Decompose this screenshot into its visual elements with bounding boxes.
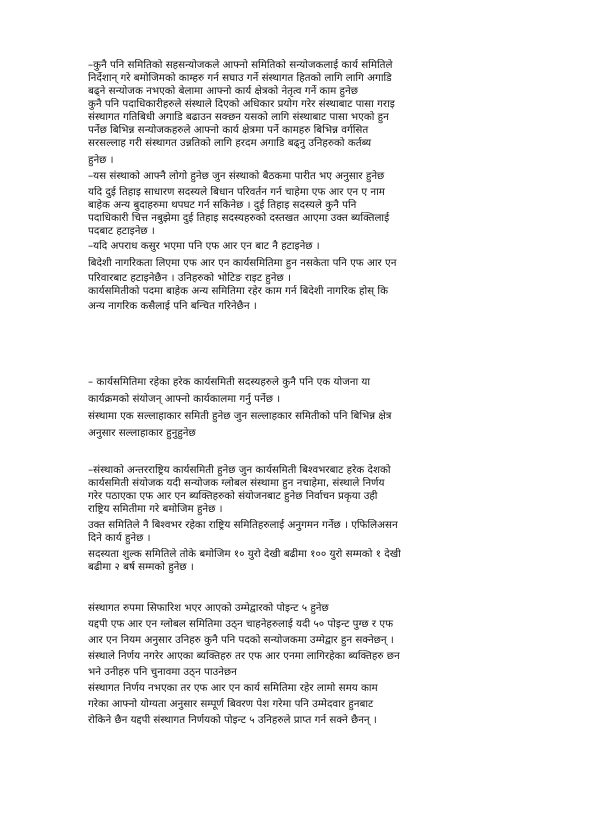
text-line: –यस संस्थाको आफ्नै लोगो हुनेछ जुन संस्थाको बैठकमा पारीत भए अनुसार हुनेछ [88, 170, 385, 182]
text-line: संस्थागत गतिबिधी अगाडि बढाउन सक्छन यसको लागि संस्थाबाट पासा भएको हुन [88, 111, 389, 123]
text-line: हुनेछ । [88, 154, 114, 166]
text-line: बढीमा २ बर्ष सम्मको हुनेछ । [88, 561, 194, 573]
text-line: पदाधिकारी चित्त नबुझेमा दुई तिहाइ सदस्यहरुको दस्तखत आएमा उक्त ब्यक्तिलाई [88, 212, 390, 224]
paragraph-committee-roles [88, 59, 513, 313]
text-line: सदस्यता शुल्क समितिले तोके बमोजिम १० युरो देखी बढीमा १०० युरो सम्मको १ देखी [88, 548, 401, 560]
text-line: उक्त समितिले नै बिश्वभर रहेका राष्ट्रिय समितिहरुलाई अनुगमन गर्नेछ । एफिलिअसन [88, 519, 398, 531]
text-line: बढ्ने सन्योजक नभएको बेलामा आफ्नो कार्य क्षेत्रको नेतृत्व गर्ने काम हुनेछ [88, 85, 358, 97]
text-line: दिने कार्य हुनेछ । [88, 532, 151, 544]
text-line: यदि दुई तिहाइ साधारण सदस्यले बिधान परिवर्तन गर्न चाहेमा एफ आर एन ए नाम [88, 186, 385, 198]
text-line: परिवारबाट हटाइनेछैन । उनिहरुको भोटिङ राइट हुनेछ । [88, 272, 291, 284]
text-line: निर्देशान् गरे बमोजिमको काम्हरु गर्न सघाउ गर्ने संस्थागत हितको लागि लागि अगाडि [88, 72, 392, 84]
text-line: अन्य नागरिक कसैलाई पनि बन्चित गरिनेछैन । [88, 300, 257, 312]
paragraph-advisory-committee [88, 376, 513, 440]
text-line: संस्थाले निर्णय नगरेर आएका ब्यक्तिहरु तर एफ आर एनमा लागिरहेका ब्यक्तिहरु छन [88, 650, 400, 662]
text-line: गरेर पठाएका एफ आर एन ब्यक्तिहरुको संयोजनबाट हुनेछ निर्वाचन प्रकृया उही [88, 490, 378, 502]
text-line: अनुसार सल्लाहाकार हुनुहुनेछ [88, 427, 196, 439]
paragraph-international-committee [88, 464, 513, 574]
text-line: कार्यसमितीको पदमा बाहेक अन्य समितिमा रहेर काम गर्न बिदेशी नागरिक होस् कि [88, 285, 388, 297]
text-line: आर एन नियम अनुसार उनिहरु कुनै पनि पदको सन्योजकमा उम्मेद्वार हुन सक्नेछन् । [88, 634, 394, 646]
text-line: – कार्यसमितिमा रहेका हरेक कार्यसमिती सदस्यहरुले कुनै पनि एक योजना या [88, 376, 371, 388]
text-line: –कुनै पनि समितिको सहसन्योजकले आफ्नो समितिको सन्योजकलाई कार्य समितिले [88, 59, 393, 71]
text-line: राष्ट्रिय समितीमा गरे बमोजिम हुनेछ । [88, 503, 223, 515]
text-line: बाहेक अन्य बुदाहरुमा थपघट गर्न सकिनेछ । दुई तिहाइ सदस्यले कुनै पनि [88, 199, 357, 211]
text-line: कार्यक्रमको संयोजन् आफ्नो कार्यकालमा गर्नु पर्नेछ । [88, 393, 281, 405]
text-line: गरेका आफ्नो योग्यता अनुसार सम्पूर्ण बिवरण पेश गरेमा पनि उम्मेदवार हुनबाट [88, 698, 374, 710]
text-line: पदबाट हटाइनेछ । [88, 225, 155, 237]
text-line: रोकिने छैन यद्दपी संस्थागत निर्णयको पोइन्ट ५ उनिहरुले प्राप्त गर्न सक्ने छैनन् । [88, 714, 377, 726]
text-line: पर्नेछ बिभिन्न सन्योजकहरुले आफ्नो कार्य क्षेत्रमा पर्ने कामहरु बिभिन्न वर्गसित [88, 124, 369, 136]
text-line: कार्यसमिती संयोजक यदी सन्योजक ग्लोबल संस्थामा हुन नचाहेमा, संस्थाले निर्णय [88, 477, 385, 489]
text-line: संस्थागत निर्णय नभएका तर एफ आर एन कार्य समितिमा रहेर लामो समय काम [88, 682, 378, 694]
text-line: भने उनीहरु पनि चुनावमा उठ्न पाउनेछन [88, 666, 237, 678]
text-line: संस्थागत रुपमा सिफारिश भएर आएको उम्मेद्वारको पोइन्ट ५ हुनेछ [88, 602, 329, 614]
text-line: यद्दपी एफ आर एन ग्लोबल समितिमा उठ्न चाहनेहरुलाई यदी ५० पोइन्ट पुग्छ र एफ [88, 618, 394, 630]
text-line: –संस्थाको अन्तरराष्ट्रिय कार्यसमिती हुनेछ जुन कार्यसमिती बिश्वभरबाट हरेक देशको [88, 464, 391, 476]
text-line: सरसल्लाह गरी संस्थागत उन्नतिको लागि हरदम अगाडि बढ्नु उनिहरुको कर्तब्य [88, 137, 372, 149]
text-line: कुनै पनि पदाधिकारीहरुले संस्थाले दिएको अधिकार प्रयोग गरेर संस्थाबाट पासा गराइ [88, 98, 395, 110]
paragraph-candidacy-points [88, 602, 513, 727]
text-line: बिदेशी नागरिकता लिएमा एफ आर एन कार्यसमितिमा हुन नसकेता पनि एफ आर एन [88, 257, 397, 269]
text-line: –यदि अपराध कसुर भएमा पनि एफ आर एन बाट नै हटाइनेछ । [88, 240, 320, 252]
text-line: संस्थामा एक सल्लाहाकार समिती हुनेछ जुन सल्लाहकार समितीको पनि बिभिन्न क्षेत्र [88, 410, 392, 422]
